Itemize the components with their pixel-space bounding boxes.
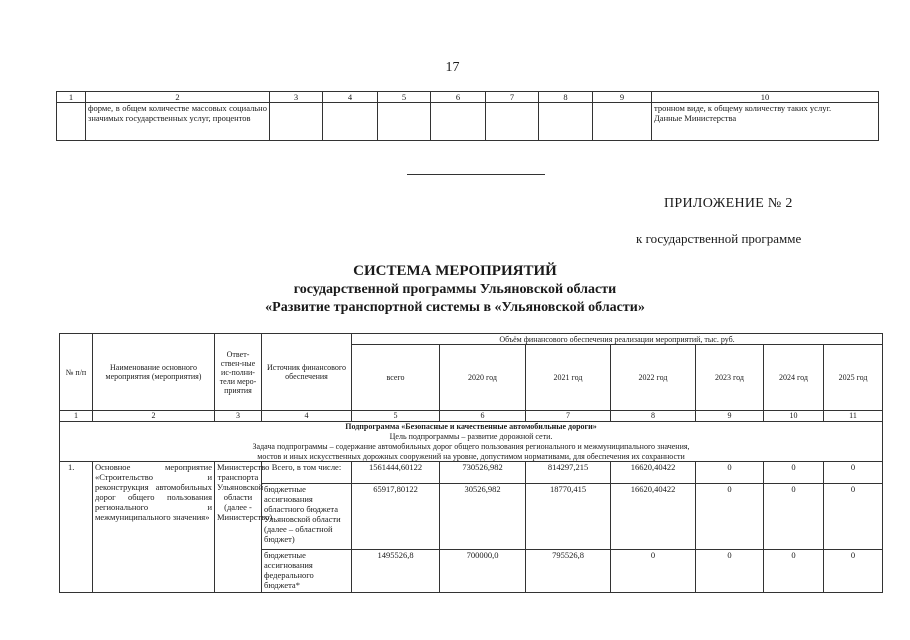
task-row [60, 442, 883, 452]
page-number: 17 [445, 60, 460, 75]
funding-value: 0 [824, 550, 883, 593]
appendix-subtitle: к государственной программе [636, 231, 802, 246]
funding-value: 0 [764, 462, 824, 484]
cont-col-number: 6 [431, 92, 486, 103]
header-name: Наименование основного мероприятия (мероприятия) [93, 334, 215, 411]
cont-col-number: 8 [539, 92, 593, 103]
subprogram-task-line: мостов и иных искусственных дорожных сооружений на уровне, допустимом нормативами, для обеспечения их сохранности [60, 452, 883, 462]
funding-value: 814297,215 [526, 462, 611, 484]
measure-name: Основное мероприятие «Строительство и реконструкция автомобильных дорог общего пользования регионального и межмуниципального значения» [93, 462, 215, 593]
continuation-table [56, 91, 879, 141]
header-year-2022: 2022 год [611, 345, 696, 411]
cont-cell [378, 103, 431, 141]
cont-cell [593, 103, 652, 141]
funding-value: 30526,982 [440, 484, 526, 550]
funding-source: бюджетные ассигнования областного бюджета Ульяновской области (далее – областной бюджет) [262, 484, 352, 550]
cont-column-number-row [57, 92, 879, 103]
funding-value: 0 [611, 550, 696, 593]
funding-value: 0 [824, 484, 883, 550]
funding-source: бюджетные ассигнования федерального бюджета* [262, 550, 352, 593]
measure-responsible: Министерство транспорта Ульяновской области (далее - Министерство) [215, 462, 262, 593]
cont-col-number: 7 [486, 92, 539, 103]
header-year-2023: 2023 год [696, 345, 764, 411]
funding-value: 795526,8 [526, 550, 611, 593]
funding-value: 0 [824, 462, 883, 484]
task-row [60, 452, 883, 462]
col-number: 3 [215, 411, 262, 422]
col-number: 1 [60, 411, 93, 422]
funding-value: 16620,40422 [611, 484, 696, 550]
col-number: 6 [440, 411, 526, 422]
cont-cell [270, 103, 323, 141]
funding-value: 1561444,60122 [352, 462, 440, 484]
cont-data-row [57, 103, 879, 141]
col-number: 2 [93, 411, 215, 422]
funding-value: 0 [764, 484, 824, 550]
cont-cell [57, 103, 86, 141]
cont-col-number: 9 [593, 92, 652, 103]
funding-value: 0 [764, 550, 824, 593]
measures-table [59, 333, 883, 593]
separator-line [407, 174, 545, 175]
funding-value: 0 [696, 484, 764, 550]
funding-value: 16620,40422 [611, 462, 696, 484]
document-subtitle: государственной программы Ульяновской области [293, 282, 617, 297]
header-year-2020: 2020 год [440, 345, 526, 411]
header-year-2024: 2024 год [764, 345, 824, 411]
funding-value: 0 [696, 462, 764, 484]
header-responsible: Ответ-ствен-ные ис-полни-тели меро-приятия [215, 334, 262, 411]
subprogram-row [60, 422, 883, 432]
cont-source-text [652, 103, 879, 141]
cont-source-line: тронном виде, к общему количеству таких услуг. [654, 103, 832, 113]
col-number: 5 [352, 411, 440, 422]
cont-cell [323, 103, 378, 141]
header-year-2021: 2021 год [526, 345, 611, 411]
document-title: СИСТЕМА МЕРОПРИЯТИЙ [353, 263, 557, 279]
header-num: № п/п [60, 334, 93, 411]
cont-indicator-text: форме, в общем количестве массовых социально значимых государственных услуг, процентов [86, 103, 270, 141]
column-number-row [60, 411, 883, 422]
col-number: 10 [764, 411, 824, 422]
header-row-1 [60, 334, 883, 345]
funding-value: 1495526,8 [352, 550, 440, 593]
header-funding: Объём финансового обеспечения реализации мероприятий, тыс. руб. [352, 334, 883, 345]
funding-value: 730526,982 [440, 462, 526, 484]
col-number: 4 [262, 411, 352, 422]
cont-col-number: 3 [270, 92, 323, 103]
funding-value: 18770,415 [526, 484, 611, 550]
funding-value: 65917,80122 [352, 484, 440, 550]
col-number: 9 [696, 411, 764, 422]
header-total: всего [352, 345, 440, 411]
funding-source: Всего, в том числе: [262, 462, 352, 484]
goal-row [60, 432, 883, 442]
funding-value: 700000,0 [440, 550, 526, 593]
col-number: 8 [611, 411, 696, 422]
measure-number: 1. [60, 462, 93, 593]
subprogram-title: Подпрограмма «Безопасные и качественные автомобильные дороги» [60, 422, 883, 432]
cont-col-number: 10 [652, 92, 879, 103]
measure-row [60, 462, 883, 484]
cont-col-number: 2 [86, 92, 270, 103]
funding-value: 0 [696, 550, 764, 593]
header-year-2025: 2025 год [824, 345, 883, 411]
cont-col-number: 4 [323, 92, 378, 103]
header-source: Источник финансового обеспечения [262, 334, 352, 411]
col-number: 7 [526, 411, 611, 422]
subprogram-goal: Цель подпрограммы – развитие дорожной сети. [60, 432, 883, 442]
program-name: «Развитие транспортной системы в «Ульяновской области» [265, 300, 645, 315]
col-number: 11 [824, 411, 883, 422]
cont-col-number: 1 [57, 92, 86, 103]
subprogram-task-line: Задача подпрограммы – содержание автомобильных дорог общего пользования регионального и межмуниципального значения, [60, 442, 883, 452]
cont-source-line: Данные Министерства [654, 113, 737, 123]
appendix-label: ПРИЛОЖЕНИЕ № 2 [664, 196, 793, 211]
cont-cell [486, 103, 539, 141]
cont-cell [431, 103, 486, 141]
cont-col-number: 5 [378, 92, 431, 103]
cont-cell [539, 103, 593, 141]
